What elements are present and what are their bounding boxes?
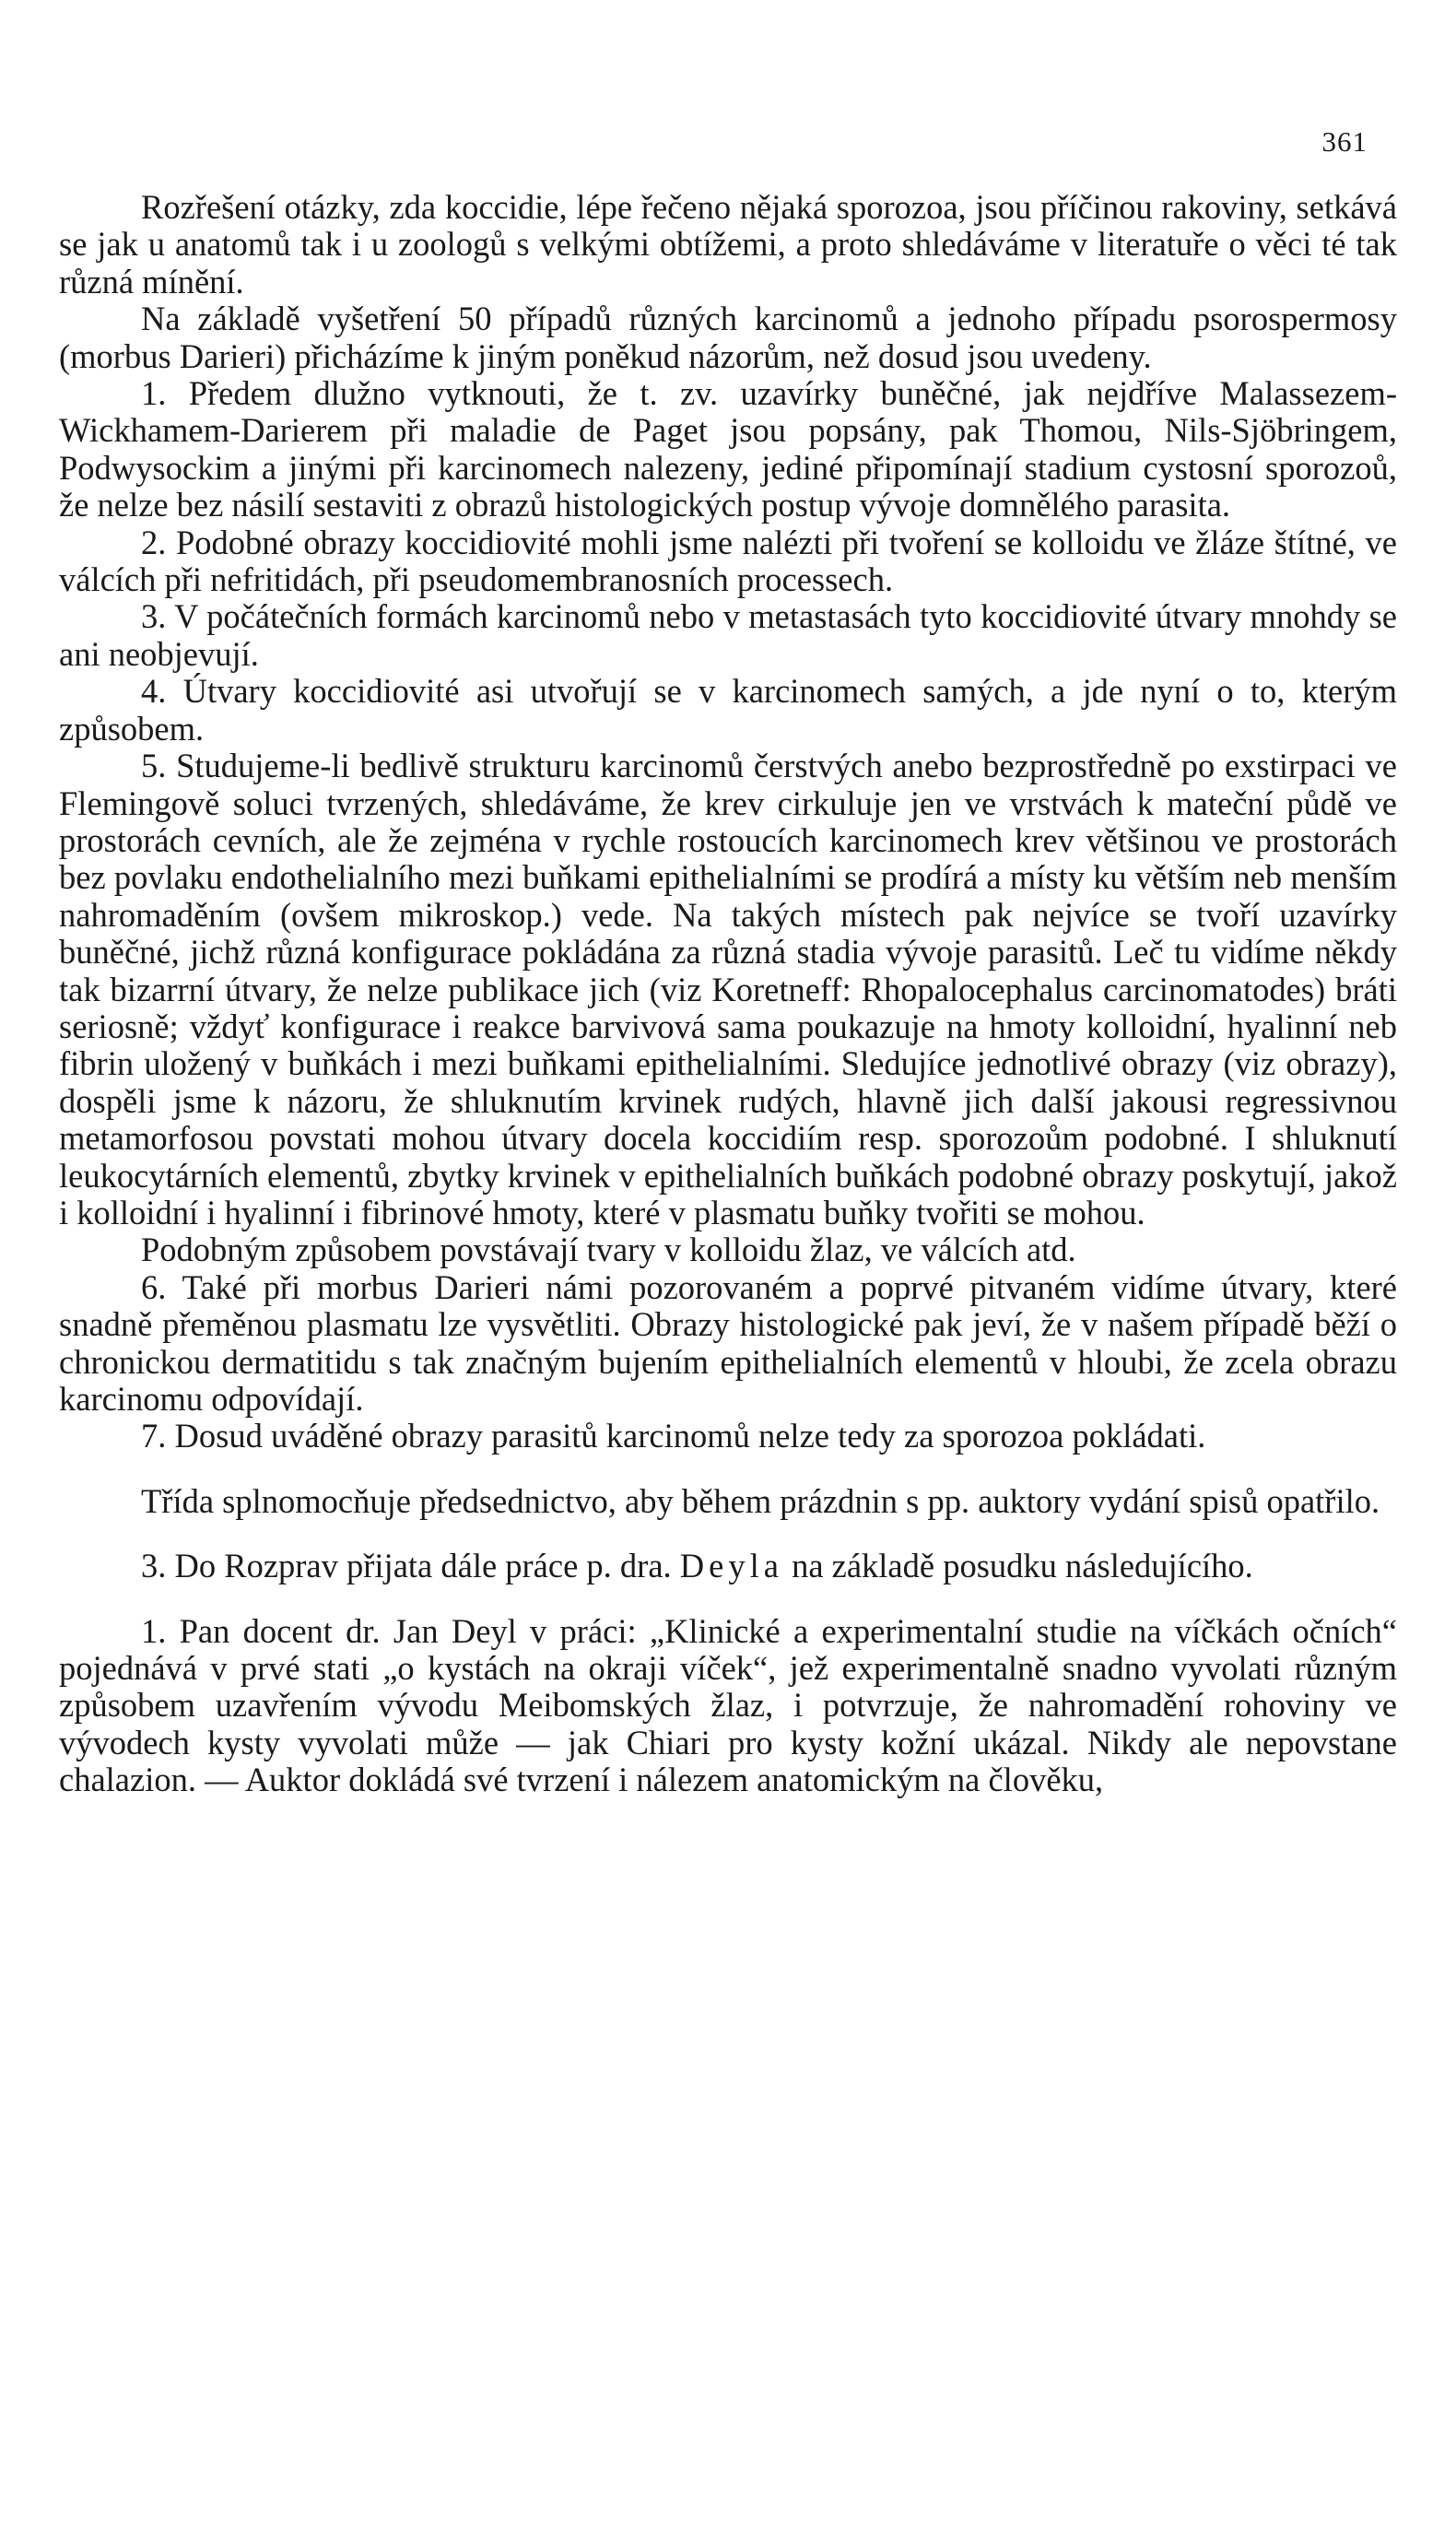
paragraph-review: 1. Pan docent dr. Jan Deyl v práci: „Klinické a experimentalní studie na víčkách očních“ pojednává v prvé stati „o kystách na okraji víček“, jež experimentalně snadno vyvolati různým způsobem uzavřením vývodu Meibomských žlaz, i potvrzuje, že nahromadění rohoviny ve vývodech kysty vyvolati může — jak Chiari pro kysty kožní ukázal. Nikdy ale nepovstane chalazion. — Auktor dokládá své tvrzení i nálezem anatomickým na člověku, (59, 1611, 1397, 1799)
item-3-suffix: na základě posudku následujícího. (782, 1547, 1253, 1585)
paragraph-point-4: 4. Útvary koccidiovité asi utvořují se v karcinomech samých, a jde nyní o to, kterým způsobem. (59, 672, 1397, 748)
author-name: Deyla (679, 1547, 783, 1585)
paragraph-similar-forms: Podobným způsobem povstávají tvary v kolloidu žlaz, ve válcích atd. (141, 1231, 1076, 1269)
paragraph-point-5: 5. Studujeme-li bedlivě strukturu karcinomů čerstvých anebo bezprostředně po exstirpaci ve Flemingově soluci tvrzených, shledáváme, že krev cirkuluje jen ve vrstvách k mateční půdě ve prostorách cevních, ale že zejména v rychle rostoucích karcinomech krev většinou ve prostorách bez povlaku endothelialního mezi buňkami epithelialními se prodírá a místy ku větším neb menším nahromaděním (ovšem mikroskop.) vede. Na takých místech pak nejvíce se tvoří uzavírky buněčné, jichž různá konfigurace pokládána za různá stadia vývoje parasitů. Leč tu vidíme někdy tak bizarrní útvary, že nelze publikace jich (viz Koretneff: Rhopalocephalus carcinomatodes) bráti seriosně; vždyť konfigurace i reakce barvivová sama poukazuje na hmoty kolloidní, hyalinní neb fibrin uložený v buňkách i mezi buňkami epithelialními. Sledujíce jednotlivé obrazy (viz obrazy), dospěli jsme k názoru, že shluknutím krvinek rudých, hlavně jich další jakousi regressivnou metamorfosou povstati mohou útvary docela koccidiím resp. sporozoům podobné. I shluknutí leukocytárních elementů, zbytky krvinek v epithelialních buňkách podobné obrazy poskytují, jakož i kolloidní i hyalinní i fibrinové hmoty, které v plasmatu buňky tvořiti se mohou. (59, 747, 1397, 1231)
paragraph-intro: Rozřešení otázky, zda koccidie, lépe řečeno nějaká sporozoa, jsou příčinou rakoviny, setkává se jak u anatomů tak i u zoologů s velkými obtížemi, a proto shledáváme v literatuře o věci té tak různá mínění. (59, 188, 1397, 300)
paragraph-point-2: 2. Podobné obrazy koccidiovité mohli jsme nalézti při tvoření se kolloidu ve žláze štítné, ve válcích při nefritidách, při pseudomembranosních processech. (59, 523, 1397, 599)
paragraph-resolution: Třída splnomocňuje předsednictvo, aby během prázdnin s pp. auktory vydání spisů opatřilo. (141, 1481, 1380, 1520)
paragraph-item-3 (59, 1548, 1397, 1584)
page-number: 361 (1321, 125, 1368, 158)
main-text-block (59, 189, 1397, 1799)
paragraph-basis: Na základě vyšetření 50 případů různých karcinomů a jednoho případu psorospermosy (morbus Darieri) přicházíme k jiným poněkud názorům, než dosud jsou uvedeny. (59, 300, 1397, 375)
paragraph-point-1: 1. Předem dlužno vytknouti, že t. zv. uzavírky buněčné, jak nejdříve Malassezem-Wickhamem-Darierem při maladie de Paget jsou popsány, pak Thomou, Nils-Sjöbringem, Podwysockim a jinými při karcinomech nalezeny, jediné připomínají stadium cystosní sporozoů, že nelze bez násilí sestaviti z obrazů histologických postup vývoje domnělého parasita. (59, 374, 1397, 524)
paragraph-point-7: 7. Dosud uváděné obrazy parasitů karcinomů nelze tedy za sporozoa pokládati. (141, 1417, 1206, 1455)
paragraph-point-6: 6. Také při morbus Darieri námi pozorovaném a poprvé pitvaném vidíme útvary, které snadně přeměnou plasmatu lze vysvětliti. Obrazy histologické pak jeví, že v našem případě běží o chronickou dermatitidu s tak značným bujením epithelialních elementů v hloubi, že zcela obrazu karcinomu odpovídají. (59, 1267, 1397, 1418)
item-3-prefix: 3. Do Rozprav přijata dále práce p. dra. (141, 1547, 680, 1585)
paragraph-point-3: 3. V počátečních formách karcinomů nebo v metastasách tyto koccidiovité útvary mnohdy se ani neobjevují. (59, 597, 1397, 673)
